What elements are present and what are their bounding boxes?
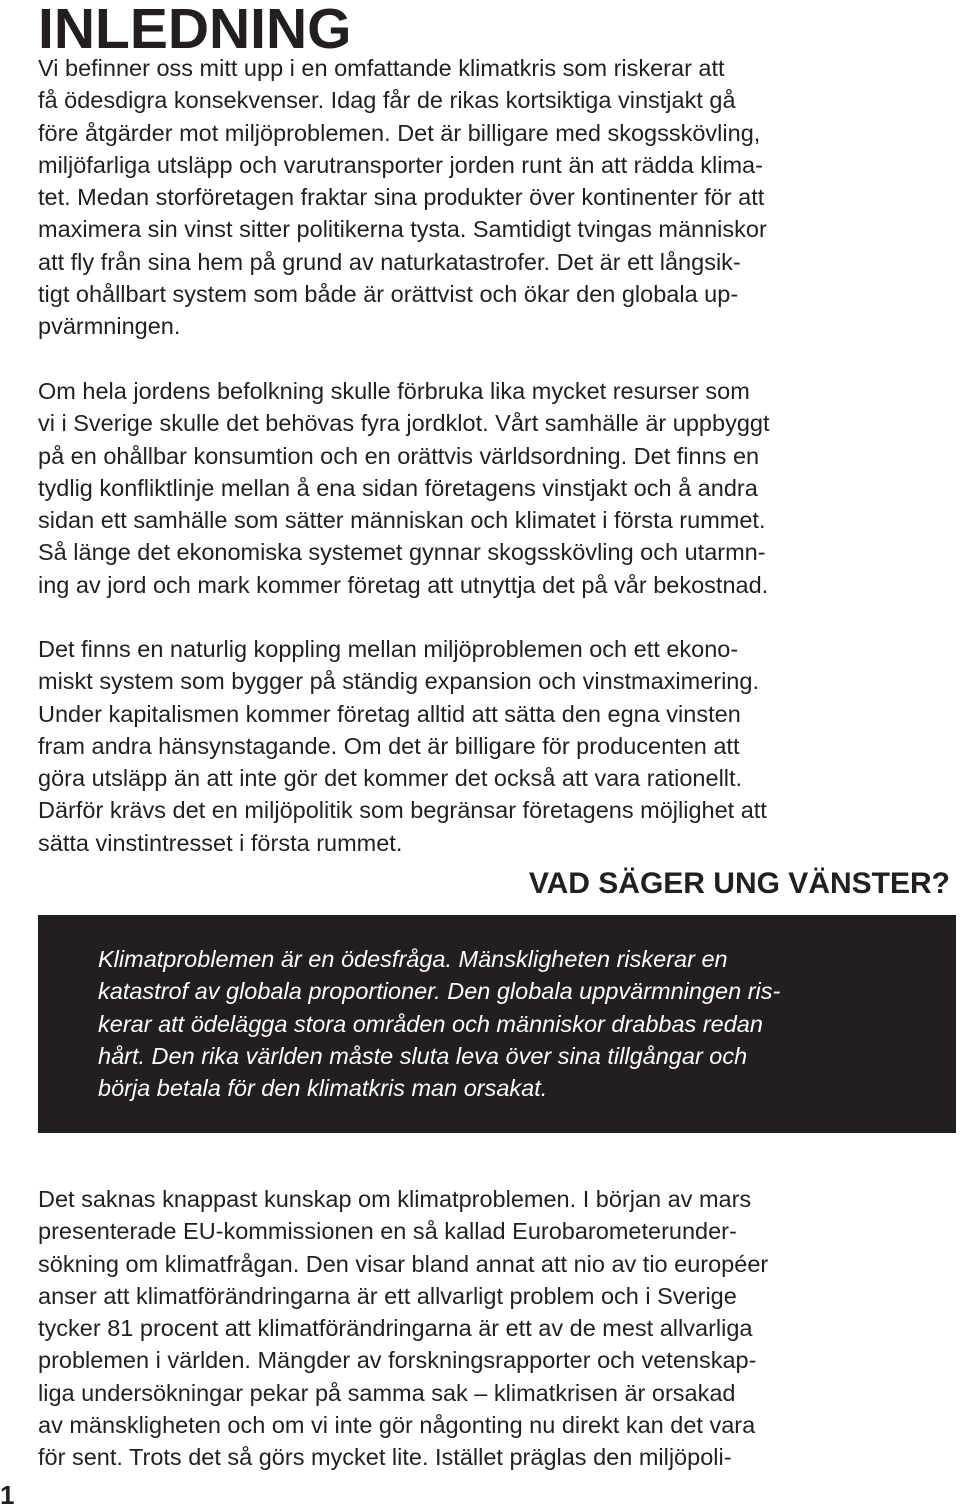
quote-text: Klimatproblemen är en ödesfråga. Mänskligheten riskerar en katastrof av globala proportioner. Den globala uppvärmningen ris- kerar att ödelägga stora områden och människor drabbas redan hårt. Den rika världen måste sluta leva över sina tillgångar och börja betala för den klimatkris man orsakat. xyxy=(98,946,781,1102)
intro-paragraph-2: Om hela jordens befolkning skulle förbruka lika mycket resurser som vi i Sverige skulle det behövas fyra jordklot. Vårt samhälle är uppbyggt på en ohållbar konsumtion och en orättvis världsordning. Det finns en tydlig konfliktlinje mellan å ena sidan företagens vinstjakt och å andra sidan ett samhälle som sätter människan och klimatet i första rummet. Så länge det ekonomiska systemet gynnar skogsskövling och utarmn- ing av jord och mark kommer företag att utnyttja det på vår bekostnad. xyxy=(38,378,770,598)
quote-box xyxy=(38,915,956,1133)
intro-paragraph-1: Vi befinner oss mitt upp i en omfattande klimatkris som riskerar att få ödesdigra konsekvenser. Idag får de rikas kortsiktiga vinstjakt gå före åtgärder mot miljöproblemen. Det är billigare med skogsskövling, miljöfarliga utsläpp och varutransporter jorden runt än att rädda klima- tet. Medan storföretagen fraktar sina produkter över kontinenter för att maximera sin vinst sitter politikerna tysta. Samtidigt tvingas människor att fly från sina hem på grund av naturkatastrofer. Det är ett långsik- tigt ohållbart system som både är orättvist och ökar den globala up- pvärmningen. xyxy=(38,55,767,340)
intro-paragraph-3: Det finns en naturlig koppling mellan miljöproblemen och ett ekono- miskt system som bygger på ständig expansion och vinstmaximering. Under kapitalismen kommer företag alltid att sätta den egna vinsten fram andra hänsynstagande. Om det är billigare för producenten att göra utsläpp än att inte gör det kommer det också att vara rationellt. Därför krävs det en miljöpolitik som begränsar företagens möjlighet att sätta vinstintresset i första rummet. xyxy=(38,636,767,856)
page-title: INLEDNING xyxy=(38,0,352,61)
section-title: VAD SÄGER UNG VÄNSTER? xyxy=(528,867,950,900)
page-number: 1 xyxy=(0,1480,15,1510)
body-paragraph-4: Det saknas knappast kunskap om klimatproblemen. I början av mars presenterade EU-kommissionen en så kallad Eurobarometerunder- sökning om klimatfrågan. Den visar bland annat att nio av tio européer anser att klimatförändringarna är ett allvarligt problem och i Sverige tycker 81 procent att klimatförändringarna är ett av de mest allvarliga problemen i världen. Mängder av forskningsrapporter och vetenskap- liga undersökningar pekar på samma sak – klimatkrisen är orsakad av mänskligheten och om vi inte gör någonting nu direkt kan det vara för sent. Trots det så görs mycket lite. Istället präglas den miljöpoli- xyxy=(38,1186,769,1471)
